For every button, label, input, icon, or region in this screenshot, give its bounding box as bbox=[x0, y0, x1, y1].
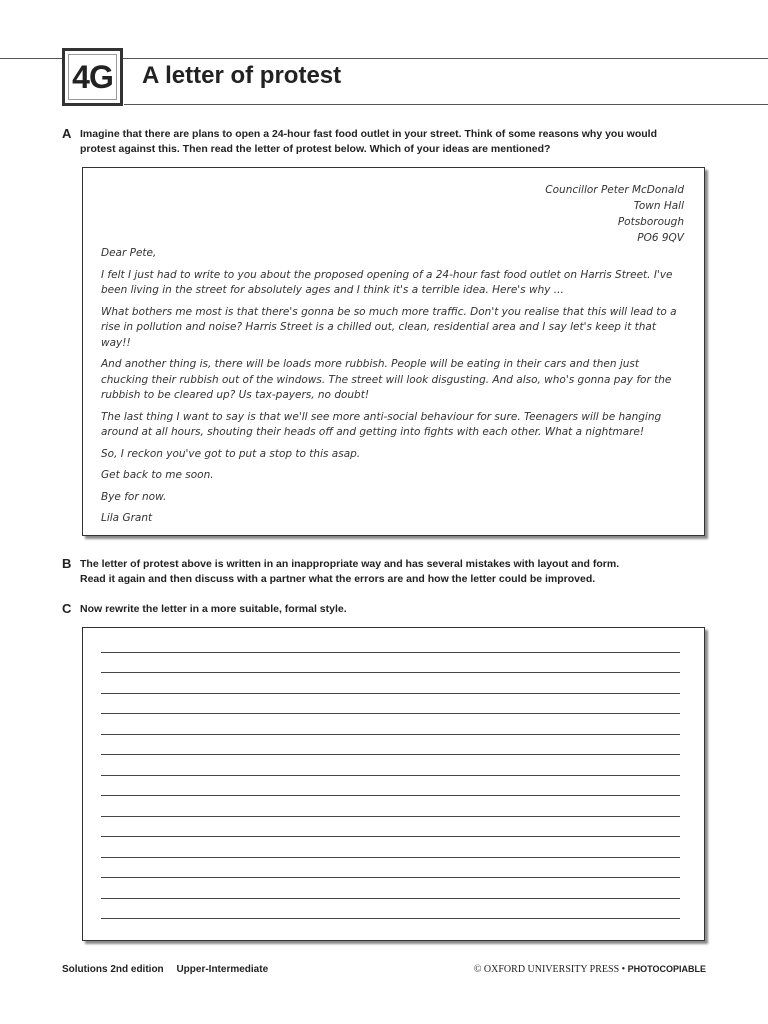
writing-line bbox=[101, 795, 680, 796]
writing-line bbox=[101, 877, 680, 878]
section-a-instructions bbox=[80, 127, 720, 157]
address-line: Councillor Peter McDonald bbox=[545, 184, 684, 196]
section-c-instructions: Now rewrite the letter in a more suitable, formal style. bbox=[80, 603, 347, 615]
writing-line bbox=[101, 836, 680, 837]
writing-line bbox=[101, 857, 680, 858]
footer-photocopiable: PHOTOCOPIABLE bbox=[627, 964, 706, 974]
section-b-instructions bbox=[80, 557, 720, 587]
letter-paragraph: So, I reckon you've got to put a stop to this asap. bbox=[101, 447, 361, 460]
letter-sign-off: Get back to me soon. bbox=[101, 469, 214, 481]
letter-paragraph: I felt I just had to write to you about the proposed opening of a 24-hour fast food outlet on Harris Street. I've been living in the street for absolutely ages and I think it's a terrible idea. Here's why ... bbox=[101, 268, 673, 296]
writing-line bbox=[101, 918, 680, 919]
section-a-line-1: Imagine that there are plans to open a 24-hour fast food outlet in your street. Think of some reasons why you would bbox=[80, 128, 657, 140]
footer-book-info bbox=[62, 964, 278, 975]
section-a-line-2: protest against this. Then read the letter of protest below. Which of your ideas are mentioned? bbox=[80, 143, 551, 155]
unit-badge: 4G bbox=[62, 48, 123, 106]
section-b-line-2: Read it again and then discuss with a partner what the errors are and how the letter could be improved. bbox=[80, 573, 596, 585]
recipient-address bbox=[101, 182, 684, 246]
writing-line bbox=[101, 898, 680, 899]
writing-line bbox=[101, 713, 680, 714]
writing-line bbox=[101, 672, 680, 673]
footer-publisher: © OXFORD UNIVERSITY PRESS bbox=[473, 964, 620, 975]
section-a-label: A bbox=[62, 126, 72, 141]
writing-line bbox=[101, 693, 680, 694]
letter-paragraph: What bothers me most is that there's gonna be so much more traffic. Don't you realise that this will lead to a rise in pollution and noise? Harris Street is a chilled out, clean, residential area and I say let's keep it that way!! bbox=[101, 305, 677, 349]
writing-line bbox=[101, 775, 680, 776]
section-b-line-1: The letter of protest above is written in an inappropriate way and has several mistakes with layout and form. bbox=[80, 558, 620, 570]
writing-line bbox=[101, 754, 680, 755]
footer-separator: • bbox=[621, 964, 626, 975]
letter-signature: Lila Grant bbox=[101, 512, 153, 524]
header-bottom-rule bbox=[124, 104, 768, 105]
protest-letter bbox=[101, 182, 684, 527]
section-b-label: B bbox=[62, 556, 72, 571]
footer-level: Upper-Intermediate bbox=[176, 964, 269, 975]
section-c-label: C bbox=[62, 601, 72, 616]
letter-sign-off: Bye for now. bbox=[101, 490, 167, 503]
footer-book-title: Solutions 2nd edition bbox=[62, 964, 164, 975]
writing-line bbox=[101, 652, 680, 653]
address-line: Town Hall bbox=[633, 200, 684, 212]
address-line: PO6 9QV bbox=[637, 232, 684, 244]
letter-paragraph: And another thing is, there will be loads more rubbish. People will be eating in their cars and then just chucking their rubbish out of the windows. The street will look disgusting. And also, who's gonna pay for the rubbish to be cleared up? Us tax-payers, no doubt! bbox=[101, 358, 672, 401]
letter-greeting: Dear Pete, bbox=[101, 247, 157, 259]
page-title: A letter of protest bbox=[142, 62, 342, 89]
writing-area[interactable] bbox=[82, 627, 705, 941]
footer-copyright bbox=[474, 964, 706, 975]
writing-line bbox=[101, 816, 680, 817]
letter-paragraph: The last thing I want to say is that we'll see more anti-social behaviour for sure. Teenagers will be hanging around at all hours, shouting their heads off and getting into fights with each other. What a nightmare! bbox=[101, 410, 662, 438]
protest-letter-box bbox=[82, 167, 705, 536]
writing-line bbox=[101, 734, 680, 735]
address-line: Potsborough bbox=[617, 216, 684, 228]
